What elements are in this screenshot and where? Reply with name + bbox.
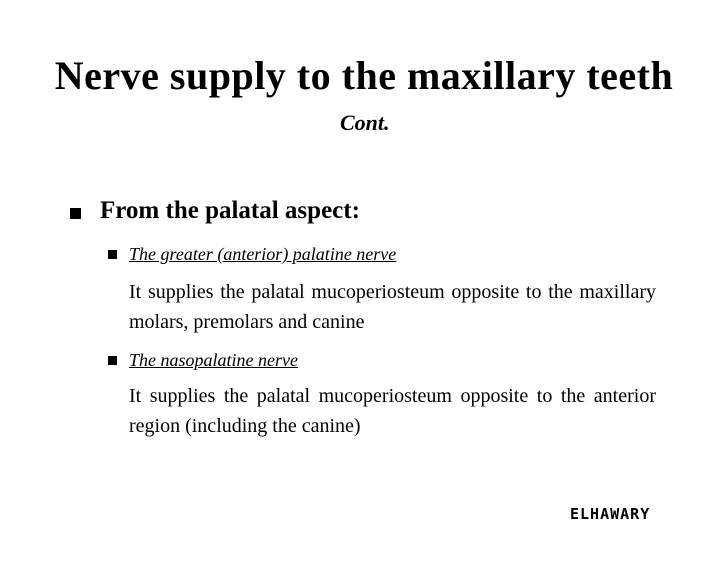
- slide-title: Nerve supply to the maxillary teeth: [54, 53, 674, 98]
- bullet-square-icon: [70, 208, 81, 219]
- bullet-square-icon: [108, 356, 117, 365]
- author-signature: ELHAWARY: [570, 505, 651, 523]
- section-heading: From the palatal aspect:: [100, 197, 360, 224]
- nerve-title-nasopalatine: The nasopalatine nerve: [129, 350, 298, 370]
- bullet-square-icon: [108, 250, 117, 259]
- slide-subtitle: Cont.: [340, 110, 390, 135]
- nerve-title-greater-palatine: The greater (anterior) palatine nerve: [129, 244, 397, 264]
- nerve-description-greater-palatine: It supplies the palatal mucoperiosteum opposite to the maxillary molars, premolars and canine: [129, 281, 656, 333]
- nerve-description-nasopalatine: It supplies the palatal mucoperiosteum opposite to the anterior region (including the canine): [129, 385, 656, 437]
